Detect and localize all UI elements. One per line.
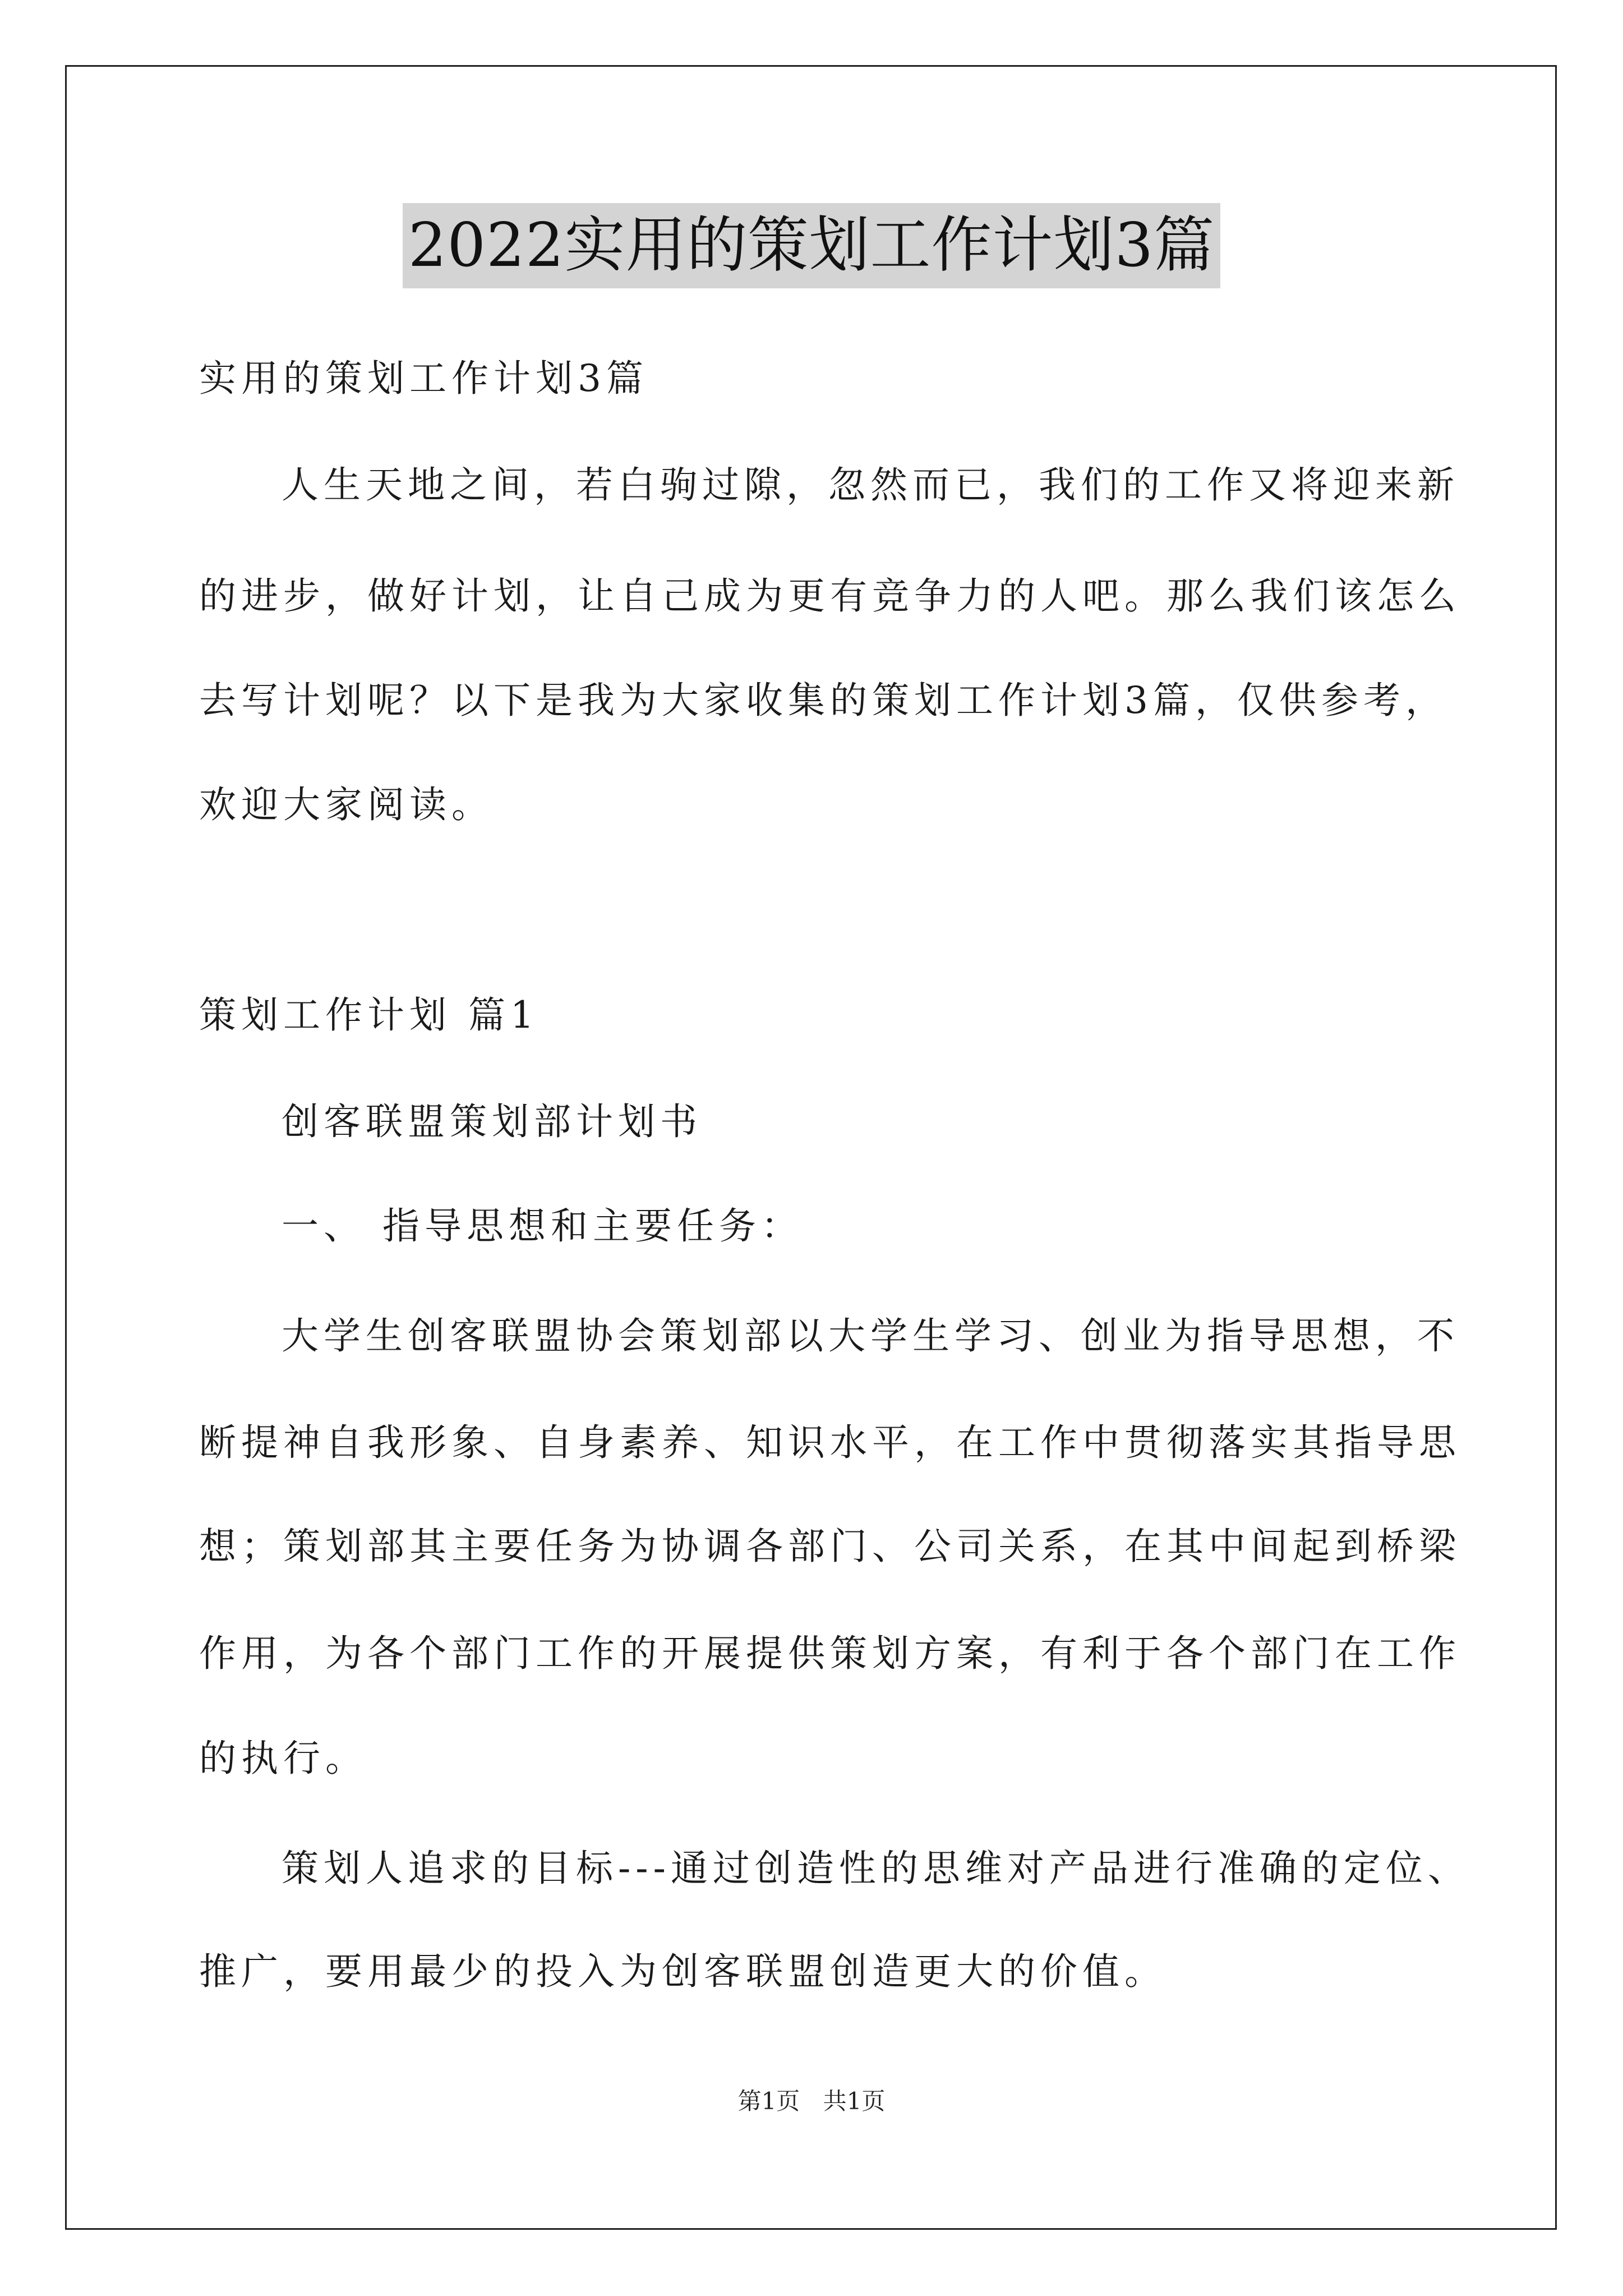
paragraph-line: 推广，要用最少的投入为创客联盟创造更大的价值。 (199, 1950, 1166, 1993)
document-title: 2022实用的策划工作计划3篇 (403, 203, 1221, 288)
paragraph-line: 大学生创客联盟协会策划部以大学生学习、创业为指导思想，不 (282, 1314, 1459, 1358)
page-number: 第1页 (737, 2087, 800, 2115)
intro-line: 人生天地之间，若白驹过隙，忽然而已，我们的工作又将迎来新 (282, 463, 1459, 507)
paragraph-line: 的执行。 (199, 1737, 367, 1780)
intro-line: 的进步，做好计划，让自己成为更有竞争力的人吧。那么我们该怎么 (199, 574, 1461, 618)
paragraph-line: 作用，为各个部门工作的开展提供策划方案，有利于各个部门在工作 (199, 1632, 1461, 1675)
paragraph-line: 策划人追求的目标---通过创造性的思维对产品进行准确的定位、 (282, 1847, 1470, 1890)
document-subtitle: 实用的策划工作计划3篇 (199, 357, 648, 400)
page-footer (0, 2085, 1623, 2118)
intro-line: 欢迎大家阅读。 (199, 783, 494, 826)
point-heading: 一、 指导思想和主要任务： (282, 1204, 803, 1248)
title-container (0, 203, 1623, 288)
section-heading: 策划工作计划 篇1 (199, 993, 539, 1037)
paragraph-line: 断提神自我形象、自身素养、知识水平，在工作中贯彻落实其指导思 (199, 1421, 1461, 1464)
intro-line: 去写计划呢？以下是我为大家收集的策划工作计划3篇，仅供参考， (199, 679, 1447, 722)
plan-title: 创客联盟策划部计划书 (282, 1100, 702, 1143)
page-total: 共1页 (823, 2087, 886, 2115)
paragraph-line: 想；策划部其主要任务为协调各部门、公司关系，在其中间起到桥梁 (199, 1525, 1461, 1568)
